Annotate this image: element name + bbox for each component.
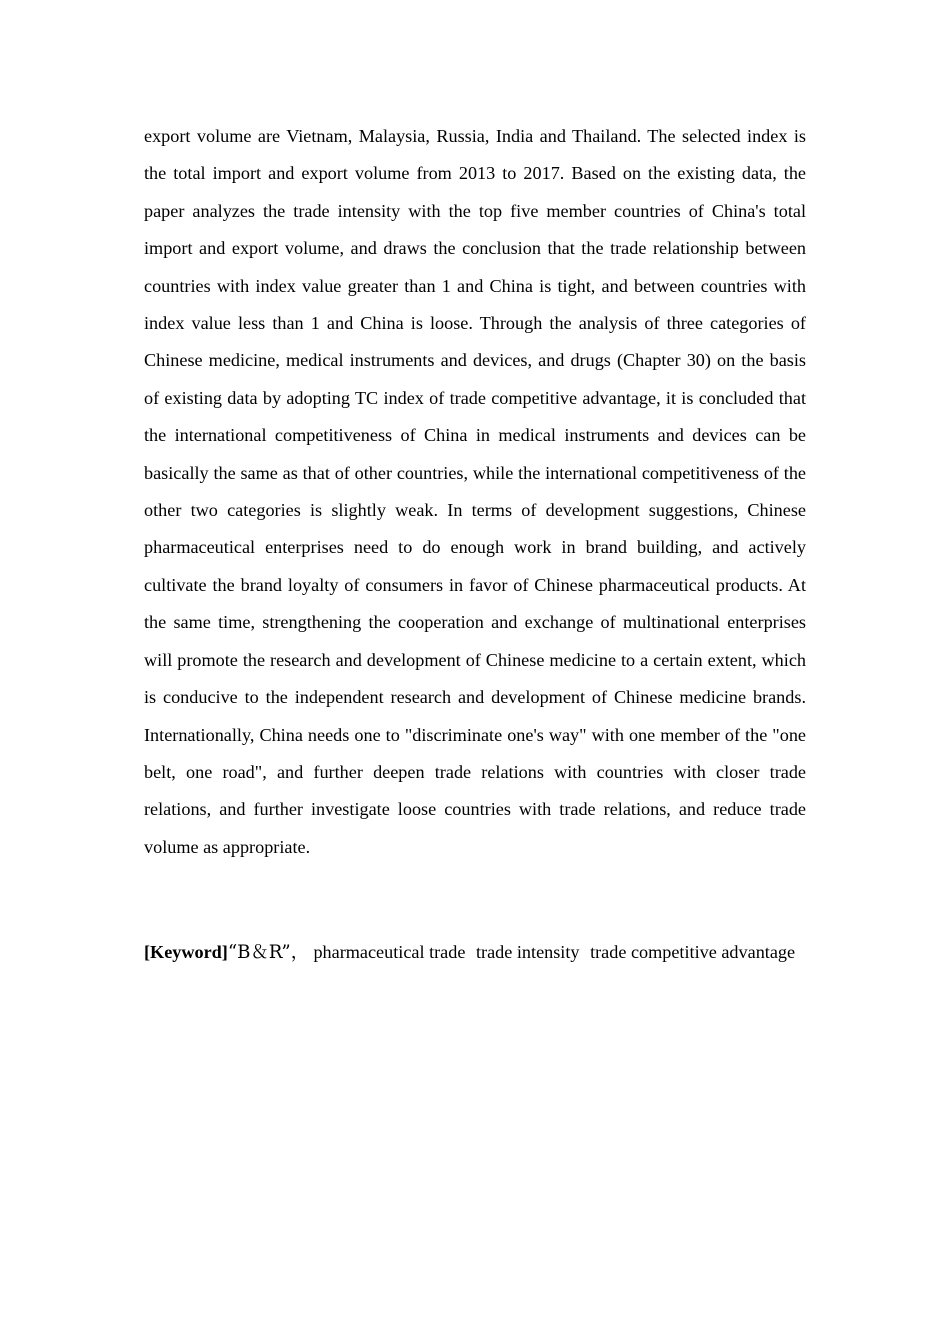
keyword-line <box>144 934 806 971</box>
keyword-item: trade competitive advantage <box>590 942 796 962</box>
abstract-paragraph: export volume are Vietnam, Malaysia, Russia, India and Thailand. The selected index is the total import and export volume from 2013 to 2017. Based on the existing data, the paper analyzes the trade intensity with the top five member countries of China's total import and export volume, and draws the conclusion that the trade relationship between countries with index value greater than 1 and China is tight, and between countries with index value less than 1 and China is loose. Through the analysis of three categories of Chinese medicine, medical instruments and devices, and drugs (Chapter 30) on the basis of existing data by adopting TC index of trade competitive advantage, it is concluded that the international competitiveness of China in medical instruments and devices can be basically the same as that of other countries, while the international competitiveness of the other two categories is slightly weak. In terms of development suggestions, Chinese pharmaceutical enterprises need to do enough work in brand building, and actively cultivate the brand loyalty of consumers in favor of Chinese pharmaceutical products. At the same time, strengthening the cooperation and exchange of multinational enterprises will promote the research and development of Chinese medicine to a certain extent, which is conducive to the independent research and development of Chinese medicine brands. Internationally, China needs one to "discriminate one's way" with one member of the "one belt, one road", and further deepen trade relations with countries with closer trade relations, and further investigate loose countries with trade relations, and reduce trade volume as appropriate. <box>144 126 806 857</box>
keyword-br: “B＆R”， <box>227 942 309 963</box>
keyword-item: trade intensity <box>475 942 580 962</box>
keyword-item: pharmaceutical trade <box>313 942 466 962</box>
keyword-label: [Keyword] <box>144 942 228 962</box>
